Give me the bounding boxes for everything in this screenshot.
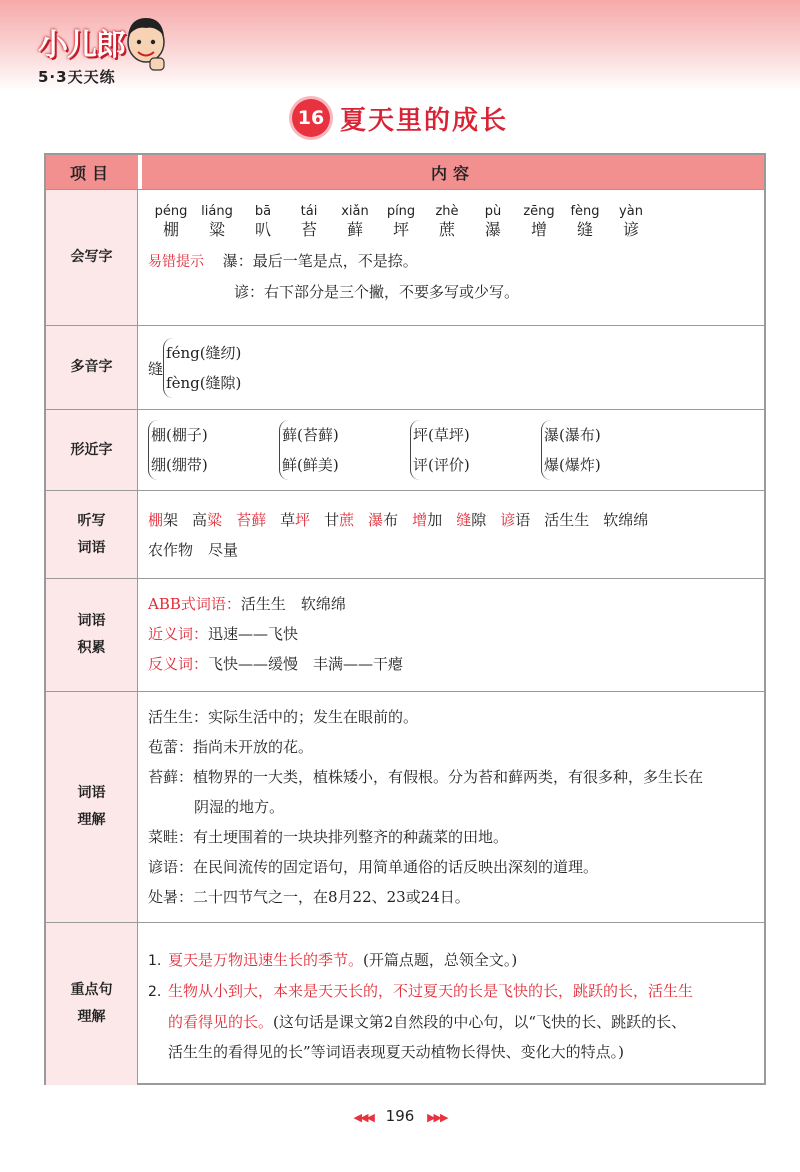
dictation-char: 草	[280, 511, 296, 529]
lesson-heading	[292, 99, 508, 137]
arrows-right-icon: ▶▶▶	[427, 1111, 447, 1124]
abb-line	[148, 589, 764, 619]
similar-char: 鲜(鲜美)	[282, 456, 339, 474]
reading-2: fèng(缝隙)	[166, 374, 242, 392]
hanzi: 谚	[622, 220, 639, 239]
row-duoyinzi	[46, 325, 764, 409]
row-label	[46, 491, 138, 578]
row-content	[138, 692, 764, 922]
def-3: 苔藓：植物界的一大类，植株矮小，有假根。分为苔和藓两类，有很多种，多生长在	[148, 768, 704, 786]
dictation-word	[236, 511, 266, 529]
key-sentence-1-num: 1.	[148, 953, 162, 969]
similar-char: 绷(绷带)	[151, 456, 208, 474]
dictation-char: 布	[383, 511, 399, 529]
pinyin: xiǎn	[341, 204, 369, 219]
pinyin-char-cell	[562, 204, 608, 240]
dictation-char: 活生生	[544, 511, 590, 529]
mascot-boy-icon	[120, 12, 172, 74]
header-item: 项目	[46, 155, 138, 189]
similar-char-group	[148, 420, 279, 480]
pinyin: zhè	[435, 204, 459, 219]
dictation-char: 谚	[500, 511, 516, 529]
hanzi: 粱	[208, 220, 225, 239]
dictation-char: 高	[192, 511, 208, 529]
tip-line-1	[148, 246, 764, 277]
page-footer	[0, 1107, 800, 1125]
dictation-char: 苔藓	[236, 511, 267, 529]
polyphone-readings	[163, 338, 241, 398]
pinyin-char-cell	[332, 204, 378, 240]
def-1: 活生生：实际生活中的；发生在眼前的。	[148, 708, 419, 726]
row-zhongdian	[46, 922, 764, 1085]
brand-series: 5·3天天练	[38, 68, 116, 86]
tip-line-2: 谚：右下部分是三个撇，不要多写或少写。	[234, 283, 520, 301]
similar-char: 坪(草坪)	[413, 426, 470, 444]
row-content	[138, 326, 764, 409]
similar-char: 评(评价)	[413, 456, 470, 474]
dictation-char: 增	[412, 511, 428, 529]
polyphone-group	[148, 338, 764, 398]
row-label: 形近字	[46, 410, 138, 490]
similar-char: 棚(棚子)	[151, 426, 208, 444]
pinyin: yàn	[619, 204, 643, 219]
dictation-word	[324, 511, 354, 529]
hanzi: 增	[530, 220, 547, 239]
dictation-char: 粱	[207, 511, 223, 529]
pinyin-char-cell	[240, 204, 286, 240]
pinyin-char-cell	[608, 204, 654, 240]
label-line-1: 词语	[77, 785, 106, 802]
label-line-2: 词语	[77, 539, 106, 556]
hanzi: 蔗	[438, 220, 455, 239]
key-sentence-1-note: (开篇点题，总领全文。)	[363, 951, 518, 969]
label-line-1: 听写	[77, 512, 106, 529]
label-line-1: 重点句	[70, 982, 113, 999]
row-content	[138, 190, 764, 325]
dictation-word	[500, 511, 530, 529]
hanzi: 叭	[254, 220, 271, 239]
dictation-word	[544, 511, 589, 529]
key-sentence-2-text-b: 的看得见的长。	[168, 1013, 274, 1031]
dictation-char: 坪	[295, 511, 311, 529]
abb-value: 活生生 软绵绵	[240, 595, 346, 613]
row-lijie	[46, 691, 764, 922]
dictation-word	[148, 511, 178, 529]
pinyin: bā	[254, 204, 272, 219]
hanzi: 棚	[162, 220, 179, 239]
antonym-value: 飞快——缓慢 丰满——干瘪	[208, 655, 404, 673]
key-sentence-2-note-b: 活生生的看得见的长”等词语表现夏天动植物长得快、变化大的特点。)	[168, 1043, 625, 1061]
similar-char-groups	[148, 420, 764, 480]
row-content	[138, 923, 764, 1085]
label-line-1: 词语	[77, 613, 106, 630]
key-sentence-1	[148, 945, 764, 976]
pinyin: fèng	[570, 204, 600, 219]
pinyin: liáng	[201, 204, 233, 219]
dictation-char: 蔗	[339, 511, 355, 529]
antonym-line	[148, 649, 764, 679]
dictation-word	[192, 511, 222, 529]
row-jilei	[46, 578, 764, 691]
pinyin: péng	[154, 204, 188, 219]
dictation-word	[412, 511, 442, 529]
similar-char: 爆(爆炸)	[544, 456, 601, 474]
brand	[38, 20, 125, 87]
row-huixiezi	[46, 189, 764, 325]
row-xingjinzi	[46, 409, 764, 490]
pinyin-grid	[148, 204, 764, 240]
pinyin: píng	[386, 204, 416, 219]
row-label	[46, 692, 138, 922]
antonym-label: 反义词：	[148, 655, 209, 673]
key-sentence-2-line-2	[148, 1007, 764, 1037]
dictation-char: 甘	[324, 511, 340, 529]
tip-text-1: 瀑：最后一笔是点，不是捺。	[222, 252, 418, 270]
row-label	[46, 579, 138, 691]
lesson-table	[44, 153, 766, 1085]
dictation-line-2: 农作物 尽量	[148, 541, 239, 559]
header-content: 内容	[138, 155, 764, 189]
label-line-2: 理解	[77, 812, 106, 828]
pinyin-char-cell	[424, 204, 470, 240]
dictation-char: 棚	[148, 511, 164, 529]
abb-label: ABB式词语：	[148, 595, 241, 613]
hanzi: 瀑	[484, 220, 501, 239]
synonym-value: 迅速——飞快	[208, 625, 299, 643]
table-header	[46, 155, 764, 189]
row-tingxie	[46, 490, 764, 578]
pinyin: pù	[484, 204, 502, 219]
key-sentence-2-text-a: 生物从小到大，本来是天天长的，不过夏天的长是飞快的长，跳跃的长，活生生	[168, 982, 694, 1000]
pinyin-char-cell	[470, 204, 516, 240]
pinyin: zēng	[523, 204, 555, 219]
pinyin-char-cell	[194, 204, 240, 240]
pinyin: tái	[300, 204, 318, 219]
row-content	[138, 491, 764, 578]
polyphone-char: 缝	[148, 359, 164, 378]
key-sentence-1-text: 夏天是万物迅速生长的季节。	[168, 951, 364, 969]
pinyin-char-cell	[378, 204, 424, 240]
label-line-2: 积累	[77, 640, 106, 656]
hanzi: 坪	[392, 220, 409, 239]
dictation-word	[603, 511, 648, 529]
lesson-title: 夏天里的成长	[340, 105, 509, 136]
page-number: 196	[385, 1107, 415, 1125]
row-label: 多音字	[46, 326, 138, 409]
hanzi: 苔	[300, 220, 317, 239]
dictation-char: 隙	[471, 511, 487, 529]
key-sentence-2-note-a: (这句话是课文第2自然段的中心句，以“飞快的长、跳跃的长、	[273, 1013, 687, 1031]
pinyin-char-cell	[516, 204, 562, 240]
row-label: 会写字	[46, 190, 138, 325]
similar-char-group	[541, 420, 672, 480]
reading-1: féng(缝纫)	[166, 344, 242, 362]
row-content	[138, 579, 764, 691]
synonym-label: 近义词：	[148, 625, 209, 643]
similar-char-group	[410, 420, 541, 480]
def-6: 处暑：二十四节气之一，在8月22、23或24日。	[148, 888, 470, 906]
key-sentence-2	[148, 976, 764, 1007]
hanzi: 藓	[346, 220, 363, 239]
row-label	[46, 923, 138, 1085]
similar-char: 藓(苔藓)	[282, 426, 339, 444]
pinyin-char-cell	[286, 204, 332, 240]
def-3-cont: 阴湿的地方。	[194, 798, 285, 816]
arrows-left-icon: ◀◀◀	[353, 1111, 373, 1124]
def-2: 苞蕾：指尚未开放的花。	[148, 738, 314, 756]
lesson-number: 16	[292, 99, 330, 137]
row-content	[138, 410, 764, 490]
dictation-char: 加	[427, 511, 443, 529]
similar-char: 瀑(瀑布)	[544, 426, 601, 444]
dictation-word	[280, 511, 310, 529]
dictation-words	[148, 505, 764, 535]
synonym-line	[148, 619, 764, 649]
dictation-word	[456, 511, 486, 529]
label-line-2: 理解	[77, 1009, 106, 1025]
hanzi: 缝	[576, 220, 593, 239]
dictation-char: 软绵绵	[603, 511, 649, 529]
pinyin-char-cell	[148, 204, 194, 240]
brand-logo: 小儿郎	[38, 28, 125, 63]
similar-char-group	[279, 420, 410, 480]
key-sentence-2-num: 2.	[148, 984, 162, 1000]
dictation-char: 语	[515, 511, 531, 529]
dictation-char: 架	[163, 511, 179, 529]
def-5: 谚语：在民间流传的固定语句，用简单通俗的话反映出深刻的道理。	[148, 858, 599, 876]
tip-label: 易错提示	[148, 254, 204, 270]
dictation-word	[368, 511, 398, 529]
dictation-char: 缝	[456, 511, 472, 529]
def-4: 菜畦：有土埂围着的一块块排列整齐的种蔬菜的田地。	[148, 828, 509, 846]
dictation-char: 瀑	[368, 511, 384, 529]
